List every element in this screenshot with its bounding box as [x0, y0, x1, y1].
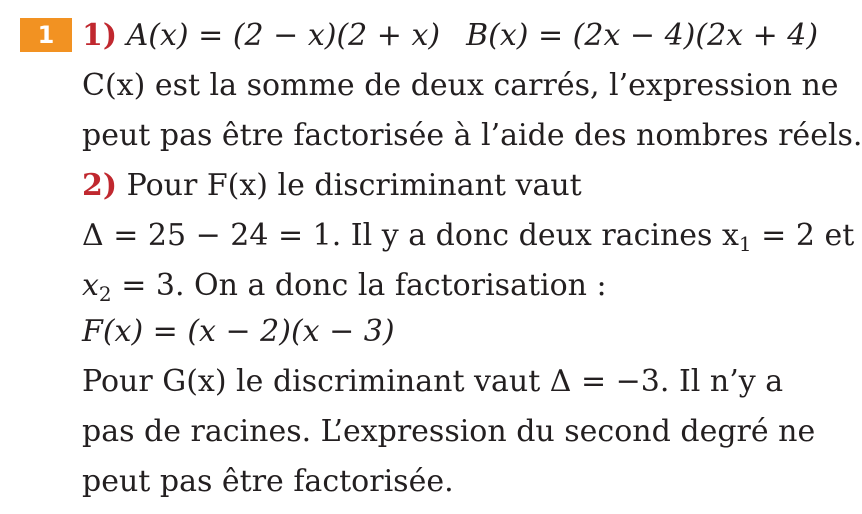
expression-a: A(x) = (2 − x)(2 + x): [126, 18, 441, 53]
part2-intro-line: [82, 166, 582, 206]
part2-text-line-2: Δ = 25 − 24 = 1. Il y a donc deux racines x: [82, 218, 739, 253]
part2-text-line-1: Pour F(x) le discriminant vaut: [126, 168, 582, 203]
expression-b: B(x) = (2x − 4)(2x + 4): [466, 18, 819, 53]
part2-label: 2): [82, 168, 118, 203]
root-subscript-1: 1: [738, 232, 752, 256]
part2-discriminant-line: [82, 216, 854, 256]
part2-text-line-2-end: = 2 et: [751, 218, 855, 253]
part1-text-line-1: C(x) est la somme de deux carrés, l’expression ne: [82, 68, 839, 103]
part2-root-line: [82, 266, 607, 306]
root-subscript-2: 2: [98, 282, 112, 306]
factorisation-formula: F(x) = (x − 2)(x − 3): [82, 314, 395, 349]
root-variable: x: [82, 268, 99, 303]
part1-label: 1): [82, 18, 118, 53]
part2-text-line-3: = 3. On a donc la factorisation :: [111, 268, 607, 303]
part2-text-line-4: Pour G(x) le discriminant vaut Δ = −3. Il n’y a: [82, 364, 784, 399]
part1-expressions-line: [82, 16, 818, 56]
part2-text-line-6: peut pas être factorisée.: [82, 464, 454, 499]
part1-text-line-2: peut pas être factorisée à l’aide des nombres réels.: [82, 118, 862, 153]
part2-text-line-5: pas de racines. L’expression du second degré ne: [82, 414, 816, 449]
exercise-number-badge: 1: [20, 18, 72, 52]
